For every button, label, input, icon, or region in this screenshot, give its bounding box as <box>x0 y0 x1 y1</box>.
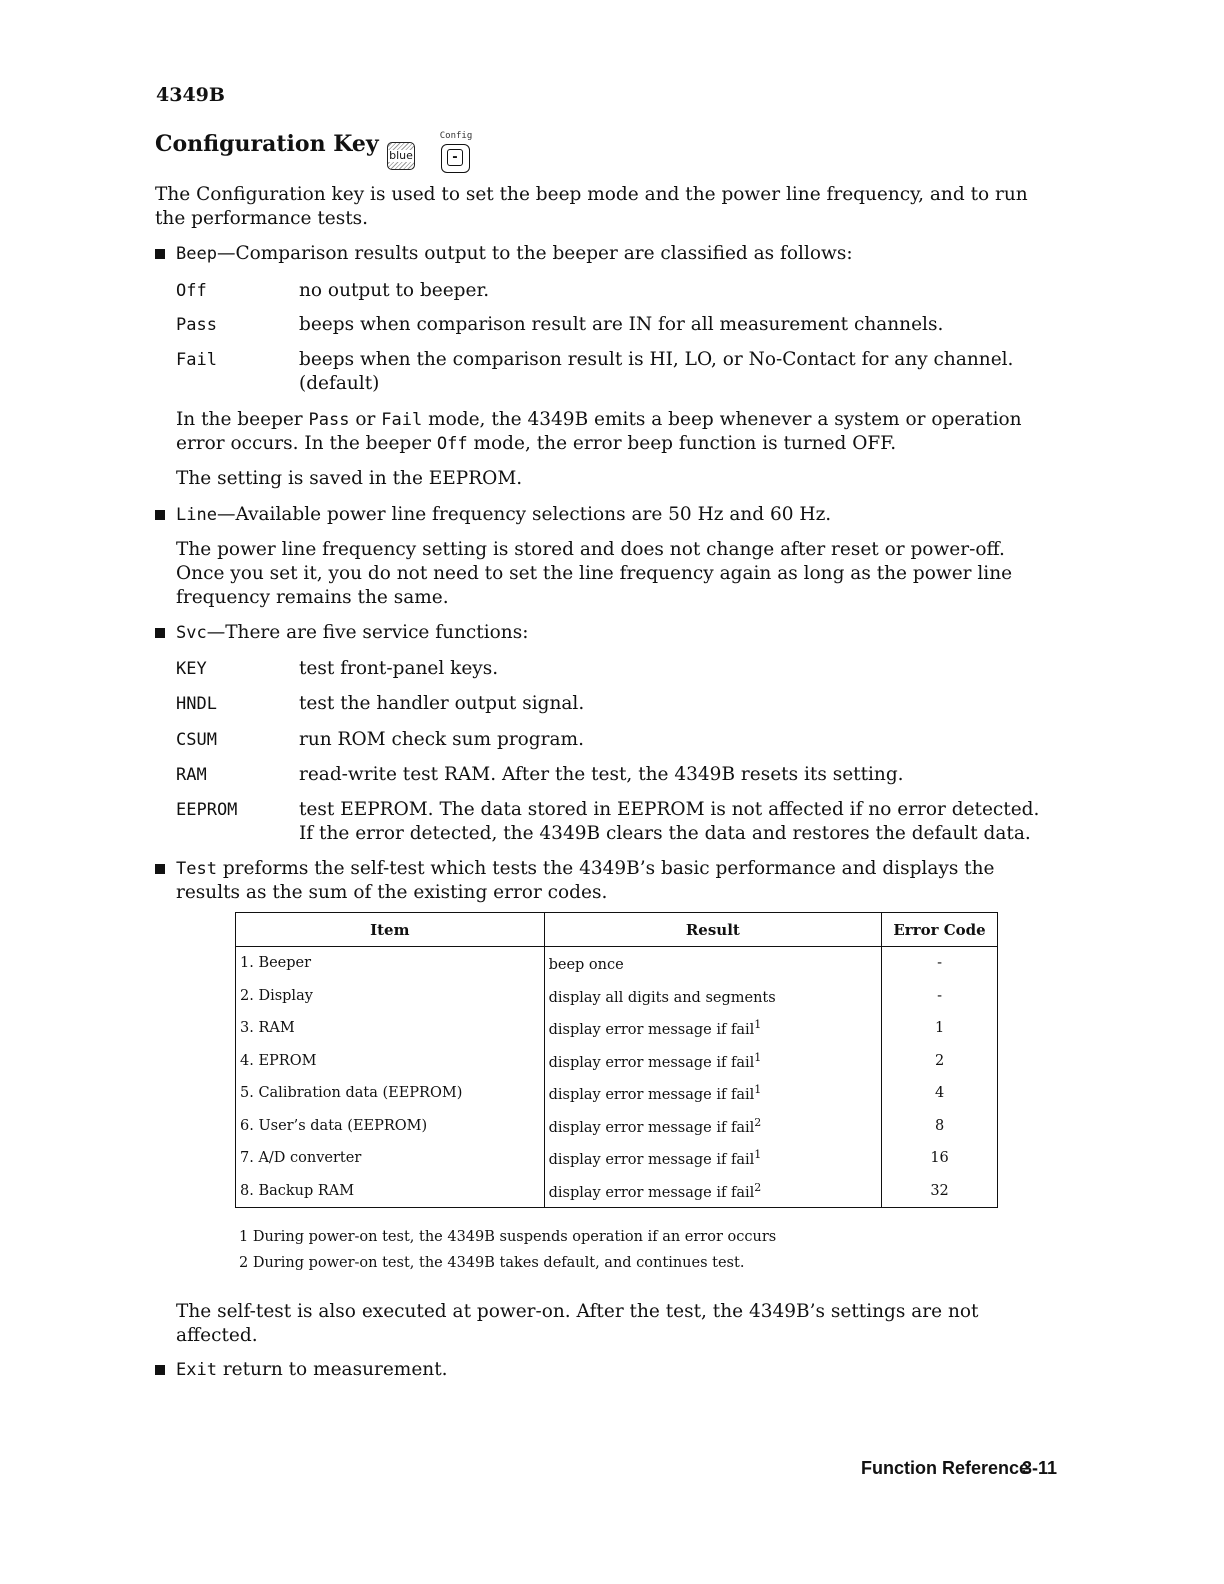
text-run: mode, the 4349B emits a beep whenever a system or operation <box>422 409 1022 430</box>
svc-function-term: CSUM <box>176 730 217 750</box>
footnote-ref: 2 <box>754 1115 762 1129</box>
cell-item: 4. EPROM <box>236 1044 545 1076</box>
test-after-line-1: The self-test is also executed at power-on. After the test, the 4349B’s settings are not <box>176 1301 979 1322</box>
cell-result <box>544 1077 882 1109</box>
bullet-icon <box>155 628 165 638</box>
intro-line-2: the performance tests. <box>155 208 369 229</box>
text-run: mode, the error beep function is turned OFF. <box>467 433 897 454</box>
test-lead-cont: results as the sum of the existing error codes. <box>176 882 608 903</box>
cell-result <box>544 1012 882 1044</box>
cell-item: 3. RAM <box>236 1012 545 1044</box>
blue-key-label: blue <box>389 149 413 162</box>
running-head: 4349B <box>156 84 225 106</box>
cell-error-code: - <box>937 987 942 1004</box>
test-term: Test <box>176 859 217 879</box>
config-key-label: Config <box>439 131 473 141</box>
beep-para-line-2 <box>176 432 896 456</box>
table-row <box>236 980 998 1012</box>
cell-error-code: 1 <box>934 1020 945 1037</box>
exit-lead: return to measurement. <box>216 1359 448 1380</box>
text-run: In the beeper <box>176 409 309 430</box>
config-key-symbol: - <box>447 149 463 166</box>
line-para-1: The power line frequency setting is stored and does not change after reset or power-off. <box>176 539 1005 560</box>
text-run: error occurs. In the beeper <box>176 433 437 454</box>
svc-function-desc: test front-panel keys. <box>299 658 499 679</box>
beep-lead: —Comparison results output to the beeper are classified as follows: <box>216 243 853 264</box>
column-header-result: Result <box>544 913 882 947</box>
section-title: Configuration Key <box>155 131 379 157</box>
result-text: display error message if fail <box>548 1119 755 1136</box>
cell-item: 8. Backup RAM <box>236 1174 545 1207</box>
table-row <box>236 1174 998 1207</box>
footnote-ref: 1 <box>754 1083 762 1097</box>
test-heading <box>176 857 995 881</box>
cell-error-code: 2 <box>934 1052 945 1069</box>
svc-function-term: KEY <box>176 659 207 679</box>
exit-heading <box>176 1358 448 1382</box>
cell-result <box>544 1044 882 1076</box>
svc-function-desc: run ROM check sum program. <box>299 729 584 750</box>
footnote-ref: 2 <box>754 1180 762 1194</box>
off-term: Off <box>436 434 468 454</box>
result-text: display error message if fail <box>548 1152 755 1169</box>
result-text: display error message if fail <box>548 1087 755 1104</box>
table-header-row <box>236 913 998 947</box>
config-key-icon <box>441 144 470 173</box>
svc-function-desc: read-write test RAM. After the test, the 4349B resets its setting. <box>299 764 904 785</box>
cell-result <box>544 1142 882 1174</box>
cell-result <box>544 1174 882 1207</box>
beep-option-desc-cont: (default) <box>299 373 380 394</box>
footnote-ref: 1 <box>754 1018 762 1032</box>
cell-item: 5. Calibration data (EEPROM) <box>236 1077 545 1109</box>
cell-result <box>544 947 882 980</box>
svc-function-desc-cont: If the error detected, the 4349B clears the data and restores the default data. <box>299 823 1031 844</box>
table-row <box>236 1077 998 1109</box>
table-row <box>236 1142 998 1174</box>
column-header-error-code: Error Code <box>882 913 998 947</box>
svc-function-term: HNDL <box>176 694 217 714</box>
cell-item: 6. User’s data (EEPROM) <box>236 1109 545 1141</box>
footer-page-number: 3-11 <box>1022 1458 1058 1478</box>
cell-error-code: 16 <box>930 1150 949 1167</box>
beep-option-term: Pass <box>176 315 217 335</box>
test-after-line-2: affected. <box>176 1325 258 1346</box>
cell-error-code: - <box>937 955 942 972</box>
line-para-3: frequency remains the same. <box>176 587 449 608</box>
svc-lead: —There are five service functions: <box>206 622 529 643</box>
beep-para-2: The setting is saved in the EEPROM. <box>176 468 523 489</box>
text-run: or <box>349 409 382 430</box>
table-row <box>236 1012 998 1044</box>
cell-error-code: 8 <box>934 1117 945 1134</box>
cell-result <box>544 980 882 1012</box>
result-text: beep once <box>548 957 624 974</box>
svc-term: Svc <box>176 623 207 643</box>
line-heading <box>176 503 831 527</box>
intro-line-1: The Configuration key is used to set the beep mode and the power line frequency, and to run <box>155 184 1028 205</box>
bullet-icon <box>155 510 165 520</box>
svc-function-desc: test the handler output signal. <box>299 693 585 714</box>
bullet-icon <box>155 249 165 259</box>
beep-option-desc: beeps when comparison result are IN for all measurement channels. <box>299 314 944 335</box>
cell-error-code: 32 <box>930 1182 949 1199</box>
line-term: Line <box>176 505 217 525</box>
cell-result <box>544 1109 882 1141</box>
self-test-table <box>235 912 998 1208</box>
footnote-ref: 1 <box>754 1050 762 1064</box>
cell-error-code: 4 <box>934 1085 945 1102</box>
test-lead: preforms the self-test which tests the 4349B’s basic performance and displays the <box>216 858 995 879</box>
beep-option-term: Fail <box>176 350 217 370</box>
table-row <box>236 1109 998 1141</box>
svc-function-term: EEPROM <box>176 800 238 820</box>
line-lead: —Available power line frequency selections are 50 Hz and 60 Hz. <box>216 504 832 525</box>
cell-item: 7. A/D converter <box>236 1142 545 1174</box>
table-row <box>236 947 998 980</box>
result-text: display error message if fail <box>548 1054 755 1071</box>
result-text: display all digits and segments <box>548 989 776 1006</box>
beep-para-line-1 <box>176 408 1022 432</box>
cell-item: 2. Display <box>236 980 545 1012</box>
bullet-icon <box>155 864 165 874</box>
fail-term: Fail <box>381 410 423 430</box>
beep-option-desc: beeps when the comparison result is HI, LO, or No-Contact for any channel. <box>299 349 1014 370</box>
footer-chapter: Function Reference <box>861 1458 1030 1478</box>
beep-option-desc: no output to beeper. <box>299 280 490 301</box>
exit-term: Exit <box>176 1360 217 1380</box>
blue-key-icon <box>387 142 415 170</box>
beep-option-term: Off <box>176 281 207 301</box>
beep-term: Beep <box>176 244 217 264</box>
beep-heading <box>176 242 853 266</box>
svc-heading <box>176 621 528 645</box>
line-para-2: Once you set it, you do not need to set the line frequency again as long as the power line <box>176 563 1013 584</box>
footnote-1: 1 During power-on test, the 4349B suspends operation if an error occurs <box>239 1229 777 1245</box>
pass-term: Pass <box>308 410 350 430</box>
cell-item: 1. Beeper <box>236 947 545 980</box>
svc-function-desc: test EEPROM. The data stored in EEPROM is not affected if no error detected. <box>299 799 1040 820</box>
table-row <box>236 1044 998 1076</box>
bullet-icon <box>155 1365 165 1375</box>
result-text: display error message if fail <box>548 1184 755 1201</box>
result-text: display error message if fail <box>548 1022 755 1039</box>
footnote-2: 2 During power-on test, the 4349B takes default, and continues test. <box>239 1255 745 1271</box>
footnote-ref: 1 <box>754 1148 762 1162</box>
svc-function-term: RAM <box>176 765 207 785</box>
column-header-item: Item <box>236 913 545 947</box>
